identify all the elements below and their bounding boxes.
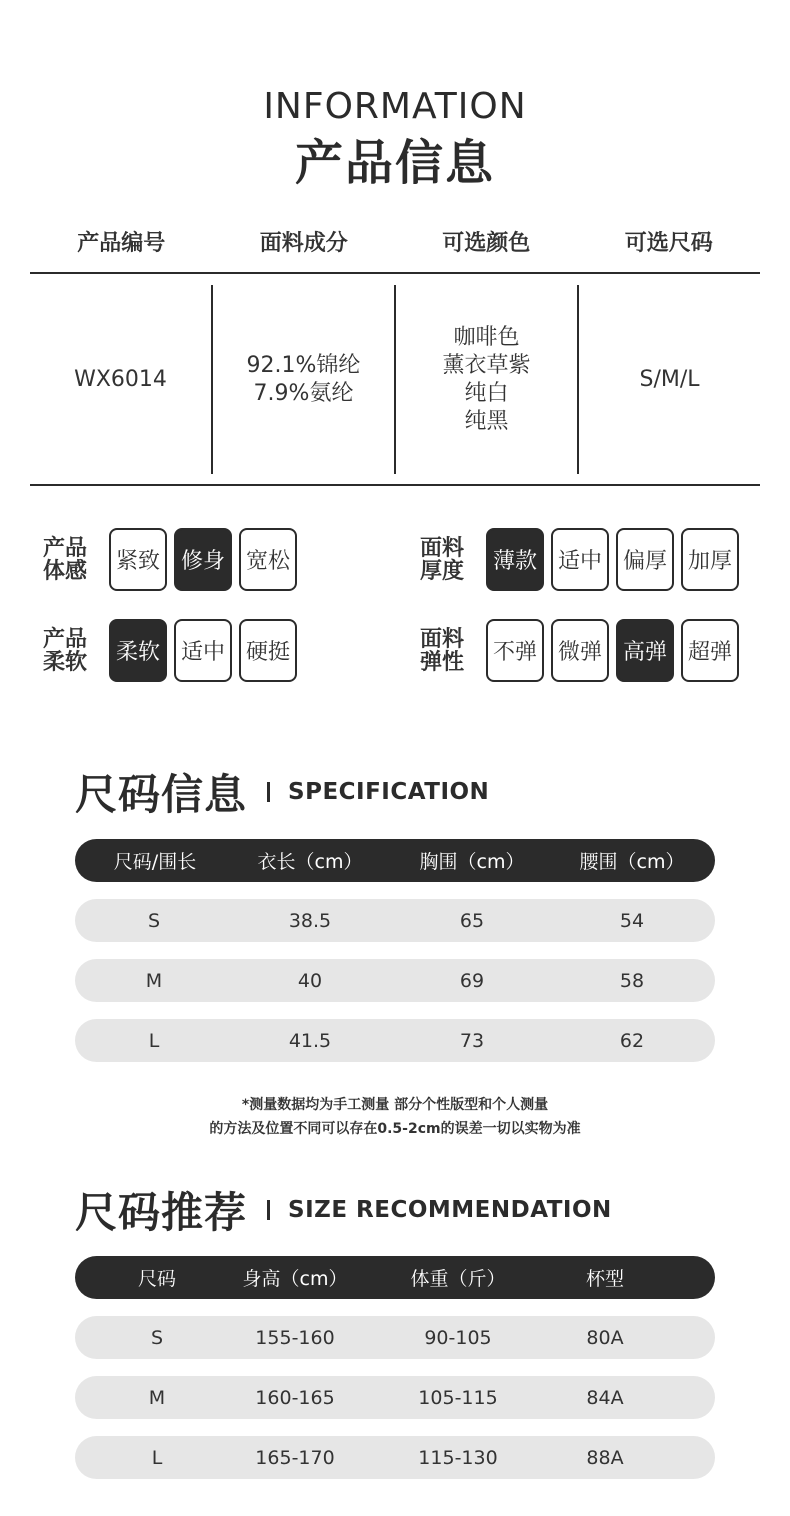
note-line: *测量数据均为手工测量 部分个性版型和个人测量 [241, 1097, 549, 1113]
attr-chip-selected: 修身 [174, 528, 232, 591]
attr-chip: 适中 [551, 528, 609, 591]
info-table-header [30, 226, 760, 257]
attr-chip: 超弹 [681, 619, 739, 682]
title-divider [267, 1200, 270, 1220]
recommend-header-cell: 杯型 [585, 1268, 625, 1290]
attr-group-elasticity [420, 619, 746, 682]
header-title-cn: 产品信息 [294, 135, 495, 191]
product-code-cell [30, 285, 211, 474]
spec-table-header [75, 839, 715, 882]
color-option: 纯白 [464, 380, 509, 406]
table-cell: L [148, 1029, 160, 1052]
table-cell: 80A [586, 1326, 624, 1349]
attr-label: 面料 厚度 [420, 535, 465, 584]
recommend-table-header [75, 1256, 715, 1299]
table-cell: 84A [586, 1386, 624, 1409]
table-row [75, 959, 715, 1002]
fabric-line: 92.1%锦纶 [246, 352, 361, 378]
spec-header-cell: 胸围（cm） [419, 851, 525, 873]
table-cell: 65 [459, 909, 485, 932]
table-cell: S [147, 909, 161, 932]
table-cell: 58 [619, 969, 645, 992]
sizes-cell [577, 285, 760, 474]
table-cell: 165-170 [255, 1446, 335, 1469]
table-cell: 155-160 [255, 1326, 335, 1349]
table-cell: 90-105 [424, 1326, 492, 1349]
info-table-body [30, 285, 760, 474]
attr-chip: 硬挺 [239, 619, 297, 682]
note-line: 的方法及位置不同可以存在0.5-2cm的误差一切以实物为准 [209, 1121, 581, 1137]
info-col-colors: 可选颜色 [442, 231, 531, 256]
table-cell: M [148, 1386, 166, 1409]
attr-group-thickness [420, 528, 746, 591]
measurement-note [0, 1093, 790, 1141]
table-cell: 54 [619, 909, 645, 932]
recommend-section-title [75, 1180, 612, 1240]
attr-label: 产品 体感 [43, 535, 88, 584]
table-cell: L [151, 1446, 163, 1469]
color-option: 咖啡色 [453, 324, 520, 350]
color-option: 纯黑 [464, 408, 509, 434]
table-cell: 62 [619, 1029, 645, 1052]
attr-chip: 微弹 [551, 619, 609, 682]
spec-title-en: SPECIFICATION [288, 779, 490, 805]
recommend-header-cell: 身高（cm） [242, 1268, 348, 1290]
product-code: WX6014 [74, 366, 167, 392]
info-col-fabric: 面料成分 [259, 231, 348, 256]
table-cell: 115-130 [418, 1446, 498, 1469]
title-divider [267, 782, 270, 802]
attr-chip: 宽松 [239, 528, 297, 591]
info-col-code: 产品编号 [77, 231, 166, 256]
table-row [75, 1316, 715, 1359]
table-cell: 160-165 [255, 1386, 335, 1409]
fabric-cell [211, 285, 394, 474]
color-option: 薰衣草紫 [442, 352, 531, 378]
spec-header-cell: 腰围（cm） [579, 851, 685, 873]
info-col-sizes: 可选尺码 [624, 231, 713, 256]
attr-chip: 偏厚 [616, 528, 674, 591]
attr-label: 面料 弹性 [420, 626, 465, 675]
table-cell: 40 [297, 969, 323, 992]
size-options: S/M/L [639, 366, 700, 392]
attr-chip: 紧致 [109, 528, 167, 591]
attr-group-softness [43, 619, 304, 682]
table-cell: 69 [459, 969, 485, 992]
attr-chip-selected: 高弹 [616, 619, 674, 682]
fabric-line: 7.9%氨纶 [253, 380, 354, 406]
header-title-en: INFORMATION [263, 86, 527, 127]
info-table-bottom-rule [30, 484, 760, 486]
table-cell: S [150, 1326, 164, 1349]
table-row [75, 1019, 715, 1062]
attr-chip-selected: 薄款 [486, 528, 544, 591]
table-cell: 88A [586, 1446, 624, 1469]
recommend-title-en: SIZE RECOMMENDATION [288, 1197, 612, 1223]
spec-header-cell: 尺码/围长 [113, 851, 197, 873]
attr-label: 产品 柔软 [43, 626, 88, 675]
table-cell: 38.5 [288, 909, 332, 932]
table-row [75, 1436, 715, 1479]
spec-header-cell: 衣长（cm） [257, 851, 363, 873]
colors-cell [394, 285, 577, 474]
attr-chip: 适中 [174, 619, 232, 682]
attr-group-body-feel [43, 528, 304, 591]
attr-chip: 加厚 [681, 528, 739, 591]
table-cell: 73 [459, 1029, 485, 1052]
info-table-top-rule [30, 272, 760, 274]
attr-chip: 不弹 [486, 619, 544, 682]
recommend-header-cell: 体重（斤） [410, 1268, 506, 1290]
recommend-header-cell: 尺码 [137, 1268, 177, 1290]
recommend-title-cn: 尺码推荐 [75, 1188, 248, 1237]
table-row [75, 1376, 715, 1419]
table-row [75, 899, 715, 942]
attr-chip-selected: 柔软 [109, 619, 167, 682]
table-cell: 41.5 [288, 1029, 332, 1052]
table-cell: 105-115 [418, 1386, 498, 1409]
table-cell: M [145, 969, 163, 992]
spec-section-title [75, 762, 489, 822]
spec-title-cn: 尺码信息 [75, 770, 248, 819]
